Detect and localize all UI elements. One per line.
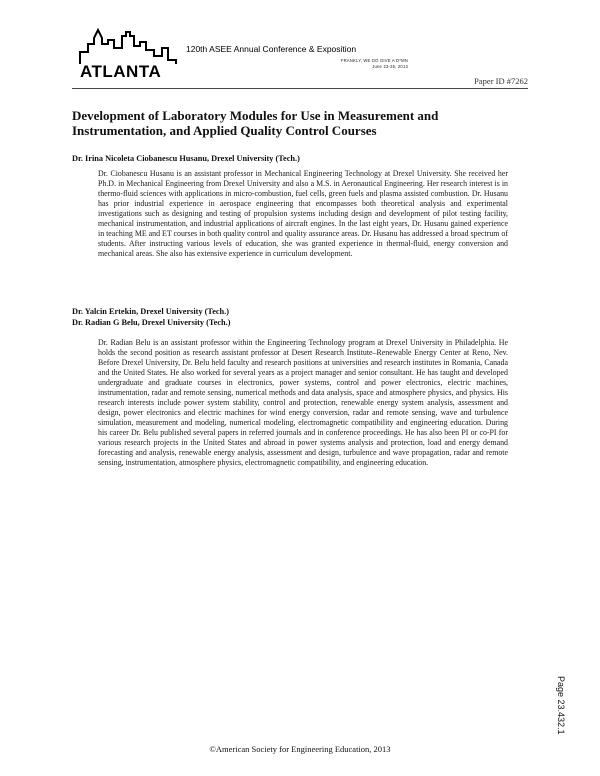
conference-title: 120th ASEE Annual Conference & Exposition xyxy=(186,44,357,54)
author-1-bio: Dr. Ciobanescu Husanu is an assistant professor in Mechanical Engineering Technology at Drexel University. She received her Ph.D. in Mechanical Engineering from Drexel University and also a M.S. in Aeronautical Engineering. Her research interest is in thermo-fluid sciences with applications in micro-combustion, fuel cells, green fuels and plasma assisted combustion. Dr. Husanu has prior industrial experience in aerospace engineering that encompasses both theoretical analysis and experimental investigations such as designing and testing of propulsion systems including design and development of pilot testing facility, mechanical instrumentation, and industrial applications of aircraft engines. In the last eight years, Dr. Husanu gained experience in teaching ME and ET courses in both quality control and quality assurance areas. Dr. Husanu has addressed a broad spectrum of students. After instructing various levels of education, she was granted experience in thermal-fluid, energy conversion and mechanical areas. She also has extensive experience in curriculum development. xyxy=(98,169,508,258)
header-divider xyxy=(72,88,528,89)
logo-text: ATLANTA xyxy=(80,62,162,81)
author-2: Dr. Yalcin Ertekin, Drexel University (Tech.) xyxy=(72,307,230,316)
conference-subtitle xyxy=(316,58,408,70)
author-3: Dr. Radian G Belu, Drexel University (Tech.) xyxy=(72,318,231,327)
paper-title: Development of Laboratory Modules for Use in Measurement and Instrumentation, and Applied Quality Control Courses xyxy=(72,108,439,138)
author-1: Dr. Irina Nicoleta Ciobanescu Husanu, Drexel University (Tech.) xyxy=(72,154,300,163)
page-number: Page 23.432.1 xyxy=(556,676,566,735)
author-3-bio: Dr. Radian Belu is an assistant professor within the Engineering Technology program at Drexel University in Philadelphia. He holds the second position as research assistant professor at Desert Research Institute–Renewable Energy Center at Reno, Nev. Before Drexel University, Dr. Belu held faculty and research positions at universities and research institutes in Romania, Canada and the United States. He also worked for several years as a project manager and senior consultant. He has taught and developed undergraduate and graduate courses in electronics, power systems, control and power electronics, electric machines, instrumentation, radar and remote sensing, numerical methods and data analysis, space and atmosphere physics, and physics. His research interests include power system stability, control and protection, renewable energy system analysis, assessment and design, power electronics and electric machines for wind energy conversion, radar and remote sensing, wave and turbulence simulation, measurement and modeling, numerical modeling, electromagnetic compatibility and engineering education. During his career Dr. Belu published several papers in referred journals and in conference proceedings. He has also been PI or co-PI for various research projects in the United States and abroad in power systems analysis and protection, load and energy demand forecasting and analysis, renewable energy analysis, assessment and design, turbulence and wave propagation, radar and remote sensing, instrumentation, atmosphere physics, electromagnetic compatibility, and engineering education. xyxy=(98,338,508,467)
conference-logo xyxy=(78,26,184,81)
copyright-footer: ©American Society for Engineering Education, 2013 xyxy=(209,744,391,754)
paper-id: Paper ID #7262 xyxy=(474,76,528,86)
conference-dates: June 23-26, 2013 xyxy=(372,64,408,69)
atlanta-skyline-icon xyxy=(78,26,184,66)
conference-tagline: FRANKLY, WE DO GIVE A D*MN xyxy=(340,58,408,63)
